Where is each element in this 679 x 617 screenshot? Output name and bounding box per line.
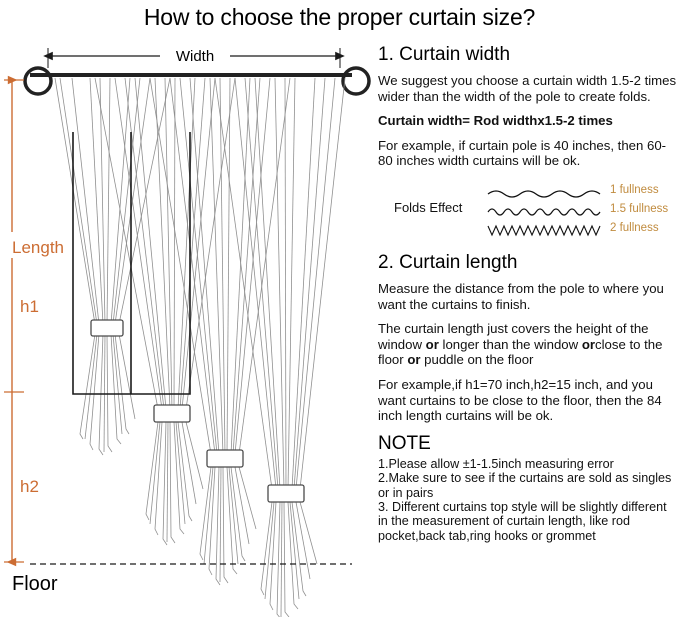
section-heading-width: 1. Curtain width [378, 44, 511, 65]
length-p2-e: close to the floor [378, 336, 663, 368]
fullness-15-wave [486, 205, 604, 219]
length-paragraph-3: For example,if h1=70 inch,h2=15 inch, and you want curtains to be close to the floor, then the 84 inch length curtains will be ok. [378, 376, 662, 424]
h1-label: h1 [20, 297, 39, 316]
fullness-2-wave [486, 223, 604, 239]
folds-effect-diagram [378, 178, 678, 244]
curtain-fabric [55, 78, 345, 617]
floor-line [12, 564, 352, 595]
explanation-column [378, 44, 678, 617]
vertical-dimensions [0, 80, 64, 562]
page-title: How to choose the proper curtain size? [143, 4, 536, 30]
h2-label: h2 [20, 477, 39, 496]
fullness-15-legend: 1.5 fullness [610, 202, 669, 215]
length-label: Length [12, 238, 64, 257]
length-p2-or3: or [407, 352, 421, 368]
length-paragraph-1: Measure the distance from the pole to where you want the curtains to finish. [378, 280, 664, 312]
length-p2-a: The curtain length just covers the height of the window [378, 321, 649, 352]
length-p2-c: longer than the window [438, 336, 582, 352]
note-item-2: 2.Make sure to see if the curtains are sold as singles or in pairs [378, 471, 672, 500]
note-heading: NOTE [378, 432, 431, 454]
length-p2-or2: or [581, 336, 595, 352]
fullness-1-wave [486, 186, 604, 200]
note-item-1: 1.Please allow ±1-1.5inch measuring error [378, 456, 614, 471]
length-paragraph-2 [378, 321, 678, 368]
note-item-3: 3. Different curtains top style will be slightly different in the measurement of curtain length, like rod pocket,back tab,ring hooks or grommet [378, 499, 667, 543]
window-frame [73, 132, 190, 394]
width-paragraph-2: For example, if curtain pole is 40 inches, then 60-80 inches width curtains will be ok. [378, 137, 667, 169]
section-heading-length: 2. Curtain length [378, 251, 518, 273]
width-dimension [48, 43, 340, 68]
width-formula: Curtain width= Rod widthx1.5-2 times [378, 113, 613, 129]
curtain-rod [25, 68, 369, 94]
width-paragraph-1: We suggest you choose a curtain width 1.5-2 times wider than the width of the pole to create folds. [378, 73, 677, 104]
fullness-2-legend: 2 fullness [610, 221, 659, 234]
length-p2-or1: or [425, 336, 439, 352]
width-label: Width [175, 48, 215, 65]
floor-label: Floor [12, 573, 58, 595]
folds-effect-label: Folds Effect [394, 199, 463, 215]
length-p2-g: puddle on the floor [420, 352, 534, 368]
curtain-diagram [0, 34, 375, 617]
fullness-1-legend: 1 fullness [610, 183, 659, 196]
